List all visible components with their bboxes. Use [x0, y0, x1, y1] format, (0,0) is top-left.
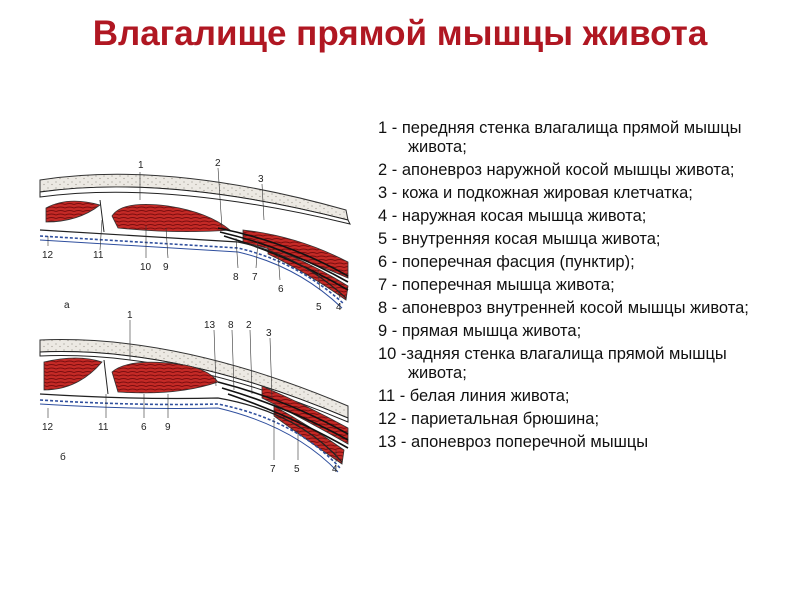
- legend-list: [378, 119, 778, 456]
- label-a-1: 1: [138, 160, 144, 171]
- section-a: [40, 158, 350, 313]
- label-a-11: 11: [93, 250, 104, 261]
- label-b-8: 8: [228, 320, 234, 331]
- label-b-12: 12: [42, 422, 54, 433]
- label-a-3: 3: [258, 174, 264, 185]
- label-b-13: 13: [204, 320, 216, 331]
- legend-item: 8 - апоневроз внутренней косой мышцы живота;: [378, 299, 749, 317]
- legend-item: 10 -задняя стенка влагалища прямой мышцы живота;: [378, 345, 727, 382]
- linea-alba: [100, 200, 104, 232]
- legend-item: 4 - наружная косая мышца живота;: [378, 207, 647, 225]
- label-a-8: 8: [233, 272, 239, 283]
- section-letter-a: а: [64, 300, 70, 311]
- section-b: [40, 310, 348, 475]
- label-b-2: 2: [246, 320, 252, 331]
- page-title: Влагалище прямой мышцы живота: [92, 14, 708, 53]
- legend-item: 12 - париетальная брюшина;: [378, 410, 600, 428]
- rectus-muscle-left: [46, 201, 100, 222]
- label-a-7: 7: [252, 272, 258, 283]
- rectus-muscle-left: [44, 358, 102, 390]
- linea-alba: [104, 360, 108, 394]
- label-a-4: 4: [336, 302, 342, 313]
- label-b-7: 7: [270, 464, 276, 475]
- anatomy-diagram: [38, 150, 358, 480]
- label-b-1: 1: [127, 310, 133, 321]
- rectus-muscle: [112, 204, 230, 231]
- label-b-4: 4: [332, 464, 338, 475]
- label-a-5: 5: [316, 302, 322, 313]
- label-a-9: 9: [163, 262, 169, 273]
- legend-item: 9 - прямая мышца живота;: [378, 322, 582, 340]
- label-a-10: 10: [140, 262, 152, 273]
- legend-item: 3 - кожа и подкожная жировая клетчатка;: [378, 184, 693, 202]
- label-b-3: 3: [266, 328, 272, 339]
- legend-item: 1 - передняя стенка влагалища прямой мышцы живота;: [378, 119, 742, 156]
- legend-item: 13 - апоневроз поперечной мышцы: [378, 433, 649, 451]
- label-a-6: 6: [278, 284, 284, 295]
- section-letter-b: б: [60, 452, 66, 463]
- legend-item: 7 - поперечная мышца живота;: [378, 276, 615, 294]
- label-a-2: 2: [215, 158, 221, 169]
- legend-item: 2 - апоневроз наружной косой мышцы живота;: [378, 161, 735, 179]
- oblique-muscle: [243, 230, 348, 278]
- legend-item: 6 - поперечная фасция (пунктир);: [378, 253, 635, 271]
- label-b-11: 11: [98, 422, 109, 433]
- label-b-5: 5: [294, 464, 300, 475]
- label-a-12: 12: [42, 250, 54, 261]
- label-b-6: 6: [141, 422, 147, 433]
- legend-item: 11 - белая линия живота;: [378, 387, 570, 405]
- legend-item: 5 - внутренняя косая мышца живота;: [378, 230, 661, 248]
- label-b-9: 9: [165, 422, 171, 433]
